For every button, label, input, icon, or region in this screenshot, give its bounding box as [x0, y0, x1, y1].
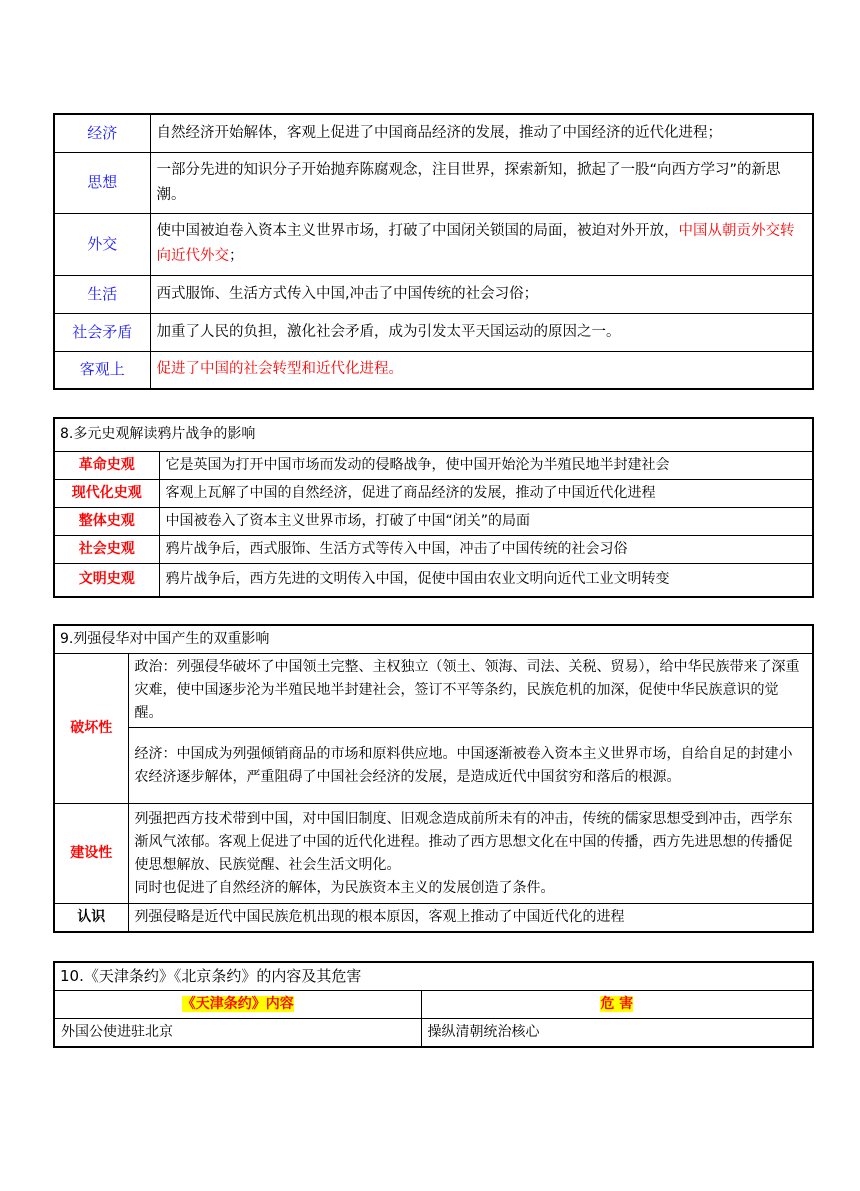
row-label: 社会史观	[54, 535, 159, 563]
row-text-red: 中国从朝贡外交转向近代外交	[156, 223, 795, 264]
section-title: 9.列强侵华对中国产生的双重影响	[54, 625, 813, 654]
constructive-text-1: 列强把西方技术带到中国，对中国旧制度、旧观念造成前所未有的冲击，传统的儒家思想受到冲击，西学东渐风气浓郁。客观上促进了中国的近代化进程。推动了西方思想文化在中国的传播，西方先进思想的传播促使思想解放、民族觉醒、社会生活文明化。	[134, 810, 793, 873]
table-title-row	[54, 625, 813, 654]
row-label: 外交	[54, 213, 150, 275]
row-text: 中国被卷入了资本主义世界市场，打破了中国“闭关”的局面	[159, 507, 813, 535]
treaty-table	[53, 961, 814, 1048]
row-text: 鸦片战争后，西式服饰、生活方式等传入中国，冲击了中国传统的社会习俗	[159, 535, 813, 563]
table-row	[54, 535, 813, 563]
table-row	[54, 313, 813, 351]
historical-views-table	[53, 417, 814, 598]
table-row	[54, 152, 813, 213]
row-text: 鸦片战争后，西方先进的文明传入中国，促使中国由农业文明向近代工业文明转变	[159, 563, 813, 597]
table-row	[54, 563, 813, 597]
table-row	[54, 213, 813, 275]
column-header	[54, 991, 421, 1019]
section-title: 10.《天津条约》《北京条约》的内容及其危害	[54, 962, 813, 991]
recognition-label: 认识	[54, 904, 128, 933]
row-label: 现代化史观	[54, 479, 159, 507]
dual-impact-table	[53, 624, 814, 933]
row-text-end: ；	[229, 248, 244, 264]
col1-header-text: 《天津条约》内容	[181, 996, 294, 1012]
row-text: 西式服饰、生活方式传入中国,冲击了中国传统的社会习俗；	[150, 275, 813, 313]
row-label: 生活	[54, 275, 150, 313]
table-row	[54, 275, 813, 313]
table-row	[54, 728, 813, 804]
destructive-economy-text: 经济：中国成为列强倾销商品的市场和原料供应地。中国逐渐被卷入资本主义世界市场，自给自足的封建小农经济逐步解体，严重阻碍了中国社会经济的发展，是造成近代中国贫穷和落后的根源。	[128, 728, 813, 804]
table-header-row	[54, 991, 813, 1019]
table-row	[54, 351, 813, 389]
column-header	[421, 991, 813, 1019]
table-row	[54, 451, 813, 479]
row-label: 整体史观	[54, 507, 159, 535]
table-row	[54, 507, 813, 535]
table-title-row	[54, 418, 813, 451]
row-label: 革命史观	[54, 451, 159, 479]
table-row	[54, 904, 813, 933]
col2-header-text: 危 害	[600, 996, 634, 1012]
table-cell: 外国公使进驻北京	[54, 1019, 421, 1048]
row-label: 思想	[54, 152, 150, 213]
row-text: 一部分先进的知识分子开始抛弃陈腐观念，注目世界，探索新知，掀起了一股“向西方学习”的新思潮。	[150, 152, 813, 213]
row-text: 自然经济开始解体，客观上促进了中国商品经济的发展，推动了中国经济的近代化进程；	[150, 114, 813, 152]
row-text: 加重了人民的负担，激化社会矛盾，成为引发太平天国运动的原因之一。	[150, 313, 813, 351]
constructive-text-2: 同时也促进了自然经济的解体，为民族资本主义的发展创造了条件。	[134, 879, 555, 896]
table-title-row	[54, 962, 813, 991]
destructive-label: 破坏性	[54, 654, 128, 804]
constructive-label: 建设性	[54, 804, 128, 904]
row-text: 促进了中国的社会转型和近代化进程。	[150, 351, 813, 389]
table-row	[54, 654, 813, 728]
table-row	[54, 804, 813, 904]
table-row	[54, 479, 813, 507]
table-cell: 操纵清朝统治核心	[421, 1019, 813, 1048]
section-title: 8.多元史观解读鸦片战争的影响	[54, 418, 813, 451]
row-label: 文明史观	[54, 563, 159, 597]
row-text: 客观上瓦解了中国的自然经济，促进了商品经济的发展，推动了中国近代化进程	[159, 479, 813, 507]
table-row	[54, 114, 813, 152]
constructive-text	[128, 804, 813, 904]
impact-table	[53, 113, 814, 390]
destructive-politics-text: 政治：列强侵华破坏了中国领土完整、主权独立（领土、领海、司法、关税、贸易），给中华民族带来了深重灾难，使中国逐步沦为半殖民地半封建社会，签订不平等条约，民族危机的加深，促使中华民族意识的觉醒。	[128, 654, 813, 728]
row-text	[150, 213, 813, 275]
table-row	[54, 1019, 813, 1048]
row-label: 客观上	[54, 351, 150, 389]
row-text: 它是英国为打开中国市场而发动的侵略战争，使中国开始沦为半殖民地半封建社会	[159, 451, 813, 479]
recognition-text: 列强侵略是近代中国民族危机出现的根本原因，客观上推动了中国近代化的进程	[128, 904, 813, 933]
row-label: 社会矛盾	[54, 313, 150, 351]
row-label: 经济	[54, 114, 150, 152]
row-text-black: 使中国被迫卷入资本主义世界市场，打破了中国闭关锁国的局面，被迫对外开放，	[156, 223, 679, 239]
